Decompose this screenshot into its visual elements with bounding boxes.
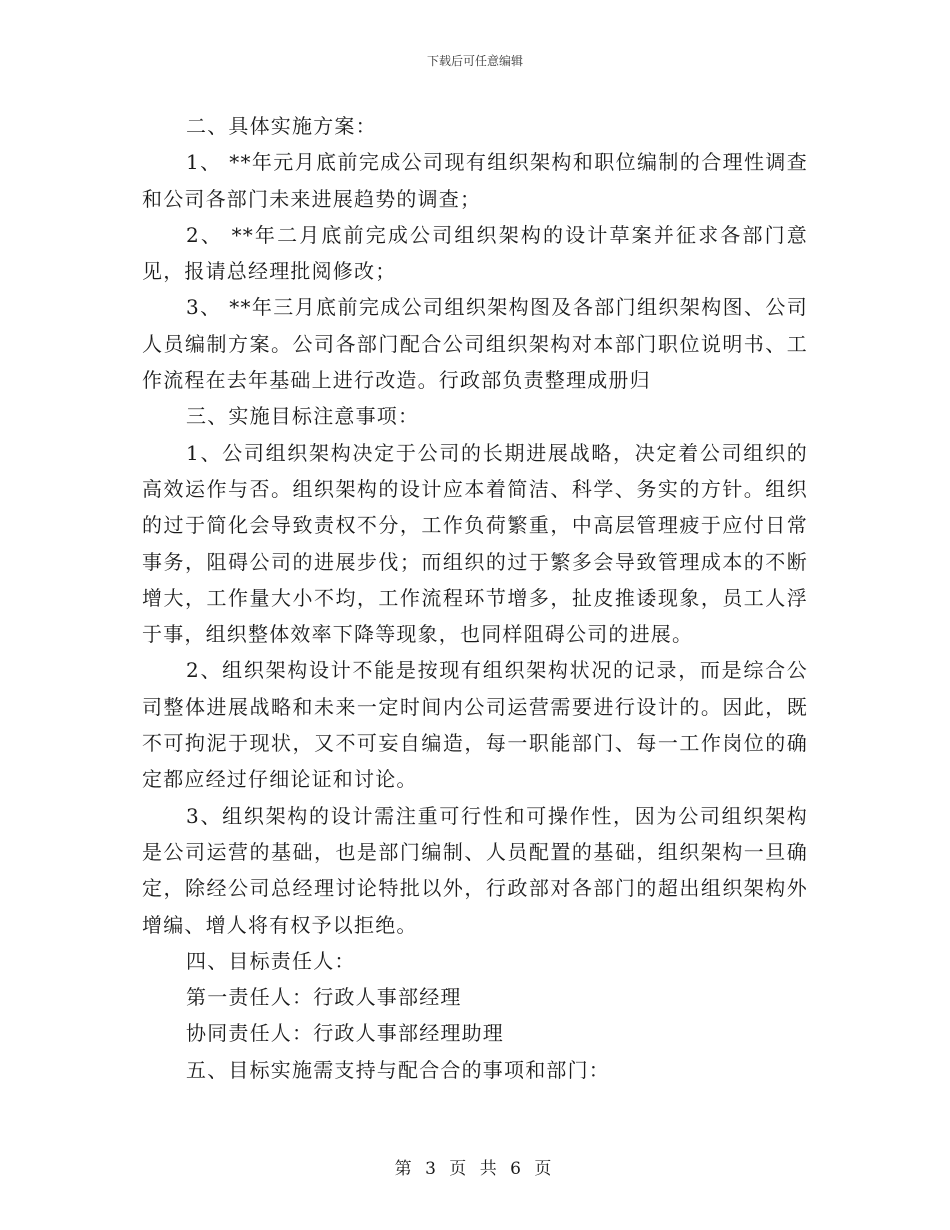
responsible-assistant: 协同责任人：行政人事部经理助理 (186, 1021, 504, 1046)
plan-item-2: 2、 **年二月底前完成公司组织架构的设计草案并征求各部门意见，报请总经理批阅修改； (142, 222, 808, 284)
note-item-2: 2、组织架构设计不能是按现有组织架构状况的记录，而是综合公司整体进展战略和未来一定时间内公司运营需要进行设计的。因此，既不可拘泥于现状，又不可妄自编造，每一职能部门、每一工作岗位的确定都应经过仔细论证和讨论。 (142, 658, 808, 792)
plan-item-3: 3、 **年三月底前完成公司组织架构图及各部门组织架构图、公司人员编制方案。公司各部门配合公司组织架构对本部门职位说明书、工作流程在去年基础上进行改造。行政部负责整理成册归 (142, 295, 808, 393)
page-header: 下载后可任意编辑 (426, 54, 523, 68)
note-item-3: 3、组织架构的设计需注重可行性和可操作性，因为公司组织架构是公司运营的基础，也是部门编制、人员配置的基础，组织架构一旦确定，除经公司总经理讨论特批以外，行政部对各部门的超出组织架构外增编、增人将有权予以拒绝。 (142, 803, 808, 937)
section-heading-4: 四、目标责任人： (186, 948, 356, 973)
section-heading-2: 二、具体实施方案： (186, 114, 377, 138)
responsible-primary: 第一责任人：行政人事部经理 (186, 985, 462, 1010)
plan-item-1: 1、 **年元月底前完成公司现有组织架构和职位编制的合理性调查和公司各部门未来进展趋势的调查； (142, 150, 808, 211)
section-heading-5: 五、目标实施需支持与配合合的事项和部门： (186, 1057, 610, 1082)
page-footer: 第 3 页 共 6 页 (394, 1159, 556, 1179)
note-item-1: 1、公司组织架构决定于公司的长期进展战略，决定着公司组织的高效运作与否。组织架构的设计应本着简洁、科学、务实的方针。组织的过于简化会导致责权不分，工作负荷繁重，中高层管理疲于应付日常事务，阻碍公司的进展步伐；而组织的过于繁多会导致管理成本的不断增大，工作量大小不均，工作流程环节增多，扯皮推诿现象，员工人浮于事，组织整体效率下降等现象，也同样阻碍公司的进展。 (142, 440, 808, 647)
section-heading-3: 三、实施目标注意事项： (186, 404, 420, 429)
document-body (142, 108, 808, 1088)
